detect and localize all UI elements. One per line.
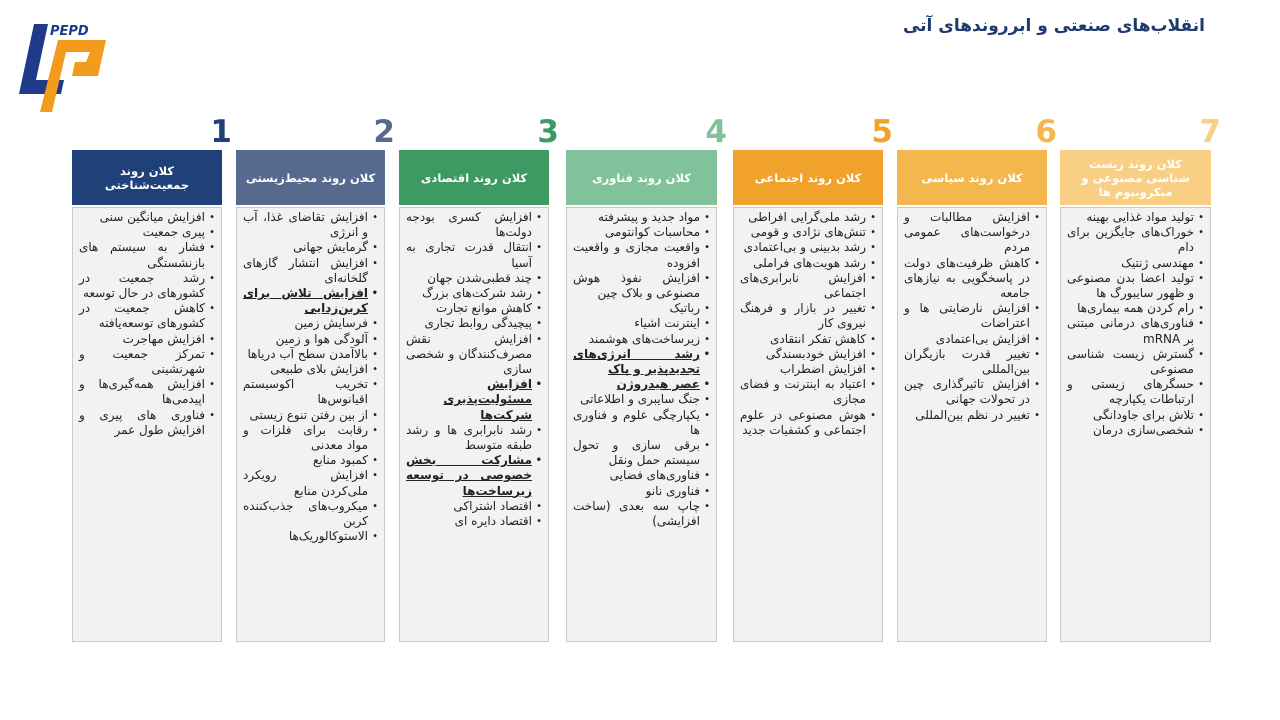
trend-item: • واقعیت مجازی و واقعیت افزوده <box>573 240 700 270</box>
column-body <box>733 207 883 642</box>
trend-item: • افزایش نابرابری‌های اجتماعی <box>740 271 866 301</box>
trend-item: • الاستوکالوریک‌ها <box>243 529 368 544</box>
column-number: 5 <box>871 114 893 150</box>
trend-item: • مواد جدید و پیشرفته <box>573 210 700 225</box>
trend-item: • پیچیدگی روابط تجاری <box>406 316 532 331</box>
trend-column-5 <box>733 114 893 437</box>
trend-column-3 <box>399 114 559 529</box>
column-body <box>72 207 222 642</box>
trend-item: • مهندسی ژنتیک <box>1067 256 1194 271</box>
trend-item: • کاهش تفکر انتقادی <box>740 332 866 347</box>
trend-item: • گرمایش جهانی <box>243 240 368 255</box>
trend-item: • افزایش بلای طبیعی <box>243 362 368 377</box>
trend-item: • فرسایش زمین <box>243 316 368 331</box>
trend-item: • تغییر قدرت بازیگران بین‌المللی <box>904 347 1030 377</box>
trend-item: • تولید اعضا بدن مصنوعی و ظهور سایبورگ ها <box>1067 271 1194 301</box>
trend-item: • فناوری نانو <box>573 484 700 499</box>
column-header: کلان روند سیاسی <box>897 150 1047 205</box>
trend-item: • رباتیک <box>573 301 700 316</box>
trend-item: • رشد انرژی‌های تجدیدپذیر و پاک <box>573 347 700 377</box>
trend-column-4 <box>566 114 727 529</box>
trend-item: • یکپارچگی علوم و فناوری ها <box>573 408 700 438</box>
trend-item: • افزایش نارضایتی ها و اعتراضات <box>904 301 1030 331</box>
trend-item: • کاهش ظرفیت‌های دولت در پاسخگویی به نیازهای جامعه <box>904 256 1030 302</box>
column-body <box>399 207 549 642</box>
trend-item: • تلاش برای جاودانگی <box>1067 408 1194 423</box>
trend-item: • افزایش اضطراب <box>740 362 866 377</box>
trend-item: • شخصی‌سازی درمان <box>1067 423 1194 438</box>
trend-item: • میکروب‌های جذب‌کننده کربن <box>243 499 368 529</box>
trend-item: • رشد جمعیت در کشورهای در حال توسعه <box>79 271 205 301</box>
column-header: کلان روند فناوری <box>566 150 717 205</box>
trend-item: • فناوری‌های فضایی <box>573 468 700 483</box>
trend-item: • محاسبات کوانتومی <box>573 225 700 240</box>
trend-item: • تغییر در نظم بین‌المللی <box>904 408 1030 423</box>
trend-item: • رشد نابرابری ها و رشد طبقه متوسط <box>406 423 532 453</box>
page-title: انقلاب‌های صنعتی و ابرروندهای آتی <box>902 16 1205 36</box>
column-number: 1 <box>210 114 232 150</box>
trend-item: • هوش مصنوعی در علوم اجتماعی و کشفیات جدید <box>740 408 866 438</box>
trend-item: • تنش‌های نژادی و قومی <box>740 225 866 240</box>
trend-item: • افزایش خودبسندگی <box>740 347 866 362</box>
trend-column-2 <box>236 114 395 544</box>
trend-item: • تغییر در بازار و فرهنگ نیروی کار <box>740 301 866 331</box>
logo-text: PEPD <box>50 24 89 39</box>
trend-item: • رشد هویت‌های فراملی <box>740 256 866 271</box>
trend-item: • افزایش انتشار گازهای گلخانه‌ای <box>243 256 368 286</box>
trend-item: • اعتیاد به اینترنت و فضای مجازی <box>740 377 866 407</box>
column-header: کلان روند اقتصادی <box>399 150 549 205</box>
trend-column-6 <box>897 114 1057 422</box>
trend-item: • فشار به سیستم های بازنشستگی <box>79 240 205 270</box>
trend-item: • اینترنت اشیاء <box>573 316 700 331</box>
trend-item: • کاهش موانع تجارت <box>406 301 532 316</box>
column-number: 4 <box>705 114 727 150</box>
trend-item: • افزایش تلاش برای کربن‌زدایی <box>243 286 368 316</box>
trend-item: • بالاآمدن سطح آب دریاها <box>243 347 368 362</box>
column-body <box>566 207 717 642</box>
column-number: 6 <box>1035 114 1057 150</box>
trend-item: • فناوری های پیری و افزایش طول عمر <box>79 408 205 438</box>
column-body <box>1060 207 1211 642</box>
trend-column-7 <box>1060 114 1221 437</box>
trend-item: • رام کردن همه بیماری‌ها <box>1067 301 1194 316</box>
trend-item: • عصر هیدروژن <box>573 377 700 392</box>
trend-item: • پیری جمعیت <box>79 225 205 240</box>
trend-item: • کاهش جمعیت در کشورهای توسعه‌یافته <box>79 301 205 331</box>
trend-item: • اقتصاد اشتراکی <box>406 499 532 514</box>
trend-item: • افزایش مهاجرت <box>79 332 205 347</box>
trend-item: • افزایش رویکرد ملی‌کردن منابع <box>243 468 368 498</box>
column-number: 2 <box>373 114 395 150</box>
trend-item: • افزایش نفوذ هوش مصنوعی و بلاک چین <box>573 271 700 301</box>
column-number: 3 <box>537 114 559 150</box>
column-body <box>236 207 385 642</box>
trend-item: • جنگ سایبری و اطلاعاتی <box>573 392 700 407</box>
trend-item: • اقتصاد دایره ای <box>406 514 532 529</box>
column-number: 7 <box>1199 114 1221 150</box>
trend-item: • افزایش کسری بودجه دولت‌ها <box>406 210 532 240</box>
column-header: کلان روند زیست شناسی مصنوعی و میکروبیوم ها <box>1060 150 1211 205</box>
trend-item: • چاپ سه بعدی (ساخت افزایشی) <box>573 499 700 529</box>
trend-item: • انتقال قدرت تجاری به آسیا <box>406 240 532 270</box>
trend-item: • افزایش تقاضای غذا، آب و انرژی <box>243 210 368 240</box>
trend-item: • گسترش زیست شناسی مصنوعی <box>1067 347 1194 377</box>
trend-item: • حسگرهای زیستی و ارتباطات یکپارچه <box>1067 377 1194 407</box>
pepd-logo <box>14 14 114 114</box>
trend-item: • افزایش همه‌گیری‌ها و اپیدمی‌ها <box>79 377 205 407</box>
trend-item: • افزایش مسئولیت‌پذیری شرکت‌ها <box>406 377 532 423</box>
trend-item: • زیرساخت‌های هوشمند <box>573 332 700 347</box>
trend-item: • افزایش بی‌اعتمادی <box>904 332 1030 347</box>
trend-item: • آلودگی هوا و زمین <box>243 332 368 347</box>
trend-item: • افزایش میانگین سنی <box>79 210 205 225</box>
trend-item: • رشد ملی‌گرایی افراطی <box>740 210 866 225</box>
column-header: کلان روند محیط‌زیستی <box>236 150 385 205</box>
trend-item: • افزایش تاثیرگذاری چین در تحولات جهانی <box>904 377 1030 407</box>
trend-item: • تخریب اکوسیستم اقیانوس‌ها <box>243 377 368 407</box>
column-body <box>897 207 1047 642</box>
trend-item: • تمرکز جمعیت و شهرنشینی <box>79 347 205 377</box>
trend-item: • خوراک‌های جایگزین برای دام <box>1067 225 1194 255</box>
trend-item: • از بین رفتن تنوع زیستی <box>243 408 368 423</box>
trend-column-1 <box>72 114 232 437</box>
trend-item: • رشد شرکت‌های بزرگ <box>406 286 532 301</box>
trend-item: • مشارکت بخش خصوصی در توسعه زیرساخت‌ها <box>406 453 532 499</box>
column-header: کلان روند جمعیت‌شناختی <box>72 150 222 205</box>
trend-item: • تولید مواد غذایی بهینه <box>1067 210 1194 225</box>
column-header: کلان روند اجتماعی <box>733 150 883 205</box>
trend-item: • چند قطبی‌شدن جهان <box>406 271 532 286</box>
trend-item: • افزایش مطالبات و درخواست‌های عمومی مردم <box>904 210 1030 256</box>
trend-item: • رقابت برای فلزات و مواد معدنی <box>243 423 368 453</box>
trend-item: • افزایش نقش مصرف‌کنندگان و شخصی سازی <box>406 332 532 378</box>
trend-item: • رشد بدبینی و بی‌اعتمادی <box>740 240 866 255</box>
trend-item: • کمبود منابع <box>243 453 368 468</box>
trend-item: • فناوری‌های درمانی مبتنی بر mRNA <box>1067 316 1194 346</box>
trend-item: • برقی سازی و تحول سیستم حمل ونقل <box>573 438 700 468</box>
